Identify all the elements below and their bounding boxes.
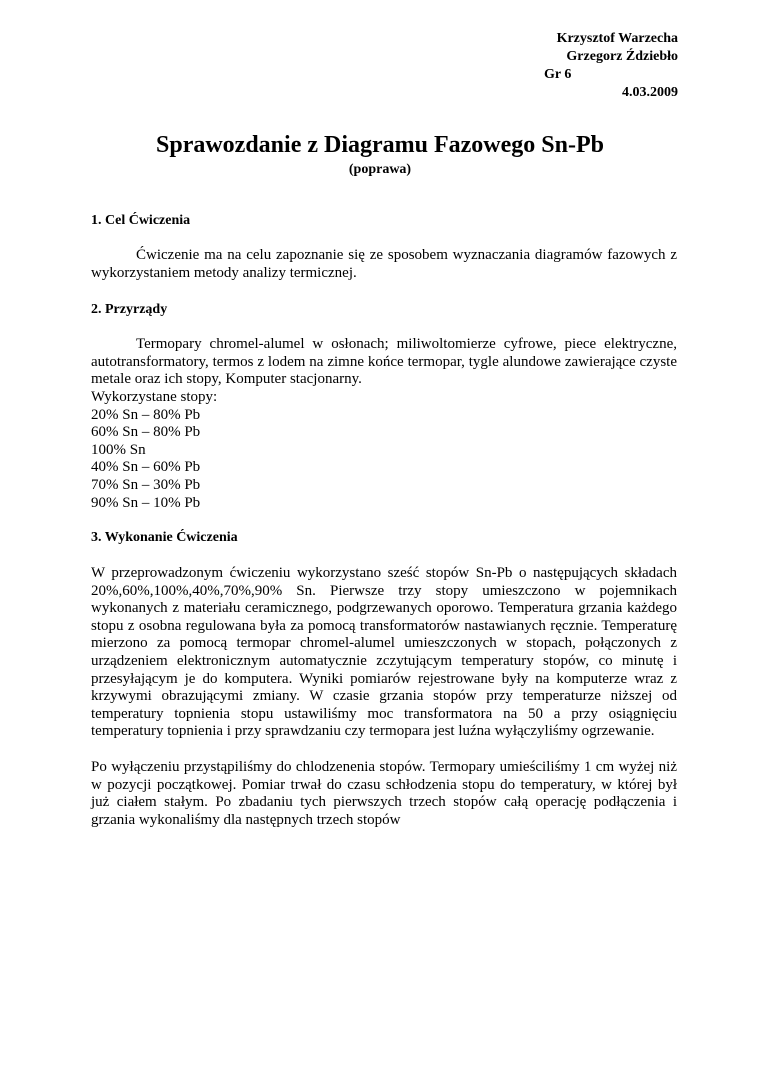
alloy-list-item: 100% Sn: [91, 441, 146, 458]
section-heading-procedure: 3. Wykonanie Ćwiczenia: [91, 530, 238, 545]
report-date: 4.03.2009: [622, 85, 678, 100]
section-paragraph-equipment: Termopary chromel-alumel w osłonach; miliwoltomierze cyfrowe, piece elektryczne, autotransformatory, termos z lodem na zimne końce termopar, tygle alundowe zawierające czyste metale oraz ich stopy, Komputer stacjonarny.: [91, 336, 677, 388]
section-paragraph-procedure-1: W przeprowadzonym ćwiczeniu wykorzystano sześć stopów Sn-Pb o następujących składach 20%,60%,100%,40%,70%,90% Sn. Pierwsze trzy stopy umieszczono w pojemnikach wykonanych z materiału ceramicznego, podgrzewanych oporowo. Temperatura grzania każdego stopu z osobna regulowana była za pomocą transformatorów nastawianych ręcznie. Temperaturę mierzono za pomocą termopar chromel-alumel umieszczonych w stopach, połączonych z urządzeniem elektronicznym automatycznie zczytującym temperatury stopów, co minutę i przesyłającym je do komputera. Wyniki pomiarów rejestrowane były na komputerze wraz z krzywymi obrazującymi zmiany. W czasie grzania stopów przy temperaturze niższej od temperatury topnienia stopu ustawiliśmy moc transformatora na 50 a przy osiągnięciu temperatury topnienia i przy sprawdzaniu czy termopara jest luźna wyłączyliśmy ogrzewanie.: [91, 565, 677, 740]
alloy-list-item: 70% Sn – 30% Pb: [91, 477, 201, 493]
author-name-2: Grzegorz Ździebło: [566, 49, 678, 64]
alloy-list-item: 40% Sn – 60% Pb: [91, 459, 201, 476]
document-subtitle: (poprawa): [348, 162, 412, 177]
alloy-list-item: 90% Sn – 10% Pb: [91, 494, 201, 511]
section-heading-equipment: 2. Przyrządy: [91, 302, 168, 317]
document-title: Sprawozdanie z Diagramu Fazowego Sn-Pb: [156, 132, 604, 158]
group-number: Gr 6: [544, 67, 572, 82]
section-paragraph-goal: Ćwiczenie ma na celu zapoznanie się ze sposobem wyznaczania diagramów fazowych z wykorzystaniem metody analizy termicznej.: [91, 247, 677, 281]
section-paragraph-procedure-2: Po wyłączeniu przystąpiliśmy do chlodzenenia stopów. Termopary umieściliśmy 1 cm wyżej niż w pozycji początkowej. Pomiar trwał do czasu schłodzenia stopu do temperatury, w której był już ciałem stałym. Po zbadaniu tych pierwszych trzech stopów całą operację podłączenia i grzania wykonaliśmy dla następnych trzech stopów: [91, 759, 677, 828]
author-name-1: Krzysztof Warzecha: [556, 31, 678, 46]
alloy-list-item: 20% Sn – 80% Pb: [91, 406, 201, 423]
section-heading-goal: 1. Cel Ćwiczenia: [91, 213, 191, 228]
alloys-label: Wykorzystane stopy:: [91, 389, 218, 405]
alloy-list-item: 60% Sn – 80% Pb: [91, 424, 201, 441]
